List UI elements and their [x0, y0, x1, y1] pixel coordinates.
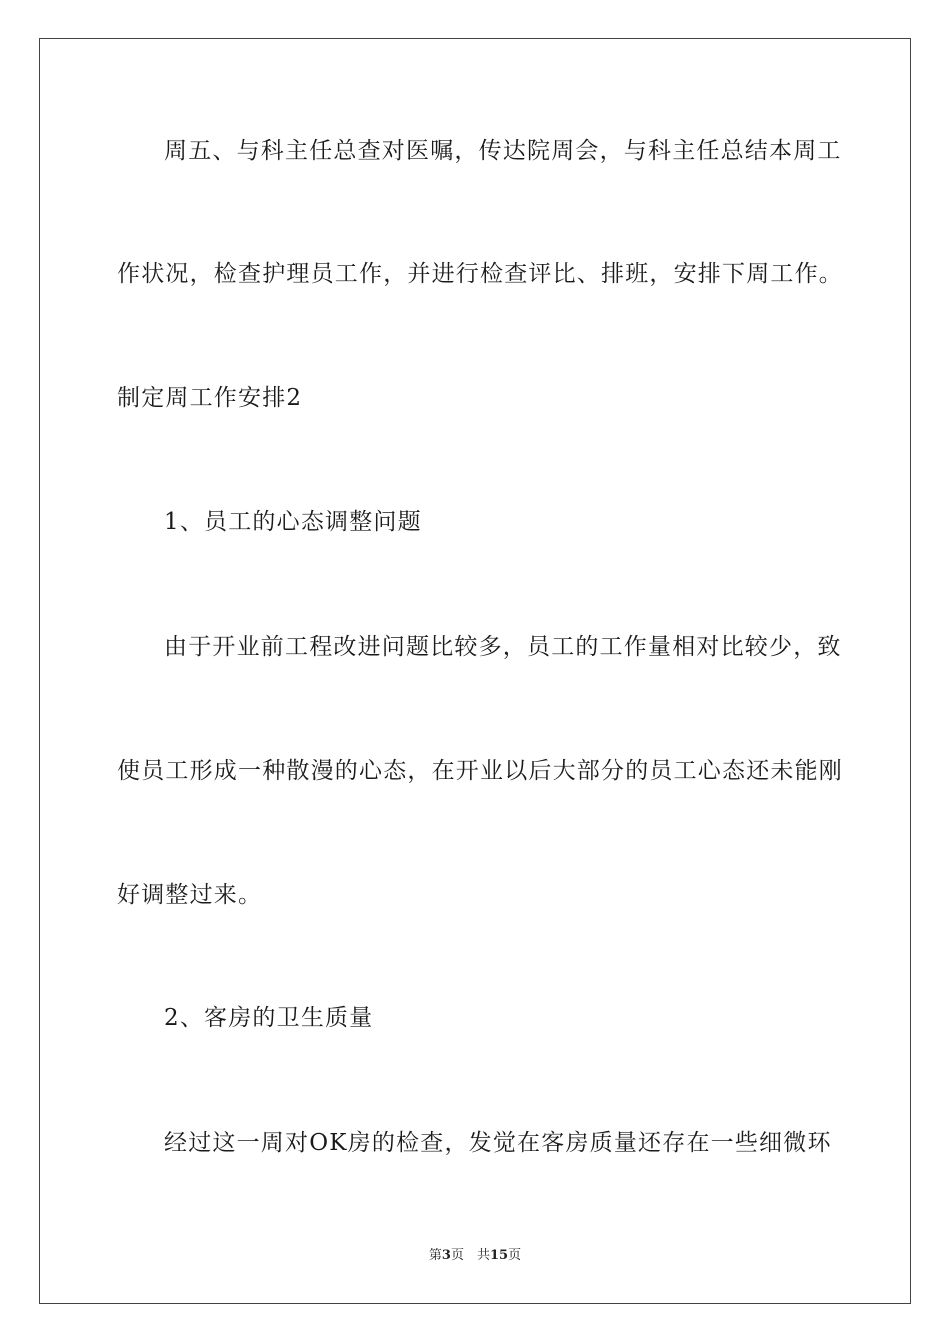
- footer-suffix: 页: [508, 1248, 522, 1263]
- footer-prefix: 第: [428, 1248, 442, 1263]
- item-heading: 1、员工的心态调整问题: [164, 509, 422, 535]
- paragraph-line: 使员工形成一种散漫的心态，在开业以后大部分的员工心态还未能刚: [117, 758, 843, 784]
- total-page-number: 15: [489, 1248, 509, 1263]
- paragraph-line: 好调整过来。: [117, 882, 263, 908]
- page-border: [39, 38, 911, 1304]
- current-page-number: 3: [441, 1248, 451, 1263]
- paragraph-line: 周五、与科主任总查对医嘱，传达院周会，与科主任总结本周工: [164, 138, 842, 164]
- paragraph-line: 经过这一周对OK房的检查，发觉在客房质量还存在一些细微环: [164, 1130, 832, 1156]
- page-footer: [0, 1248, 950, 1264]
- paragraph-line: 作状况，检查护理员工作，并进行检查评比、排班，安排下周工作。: [117, 261, 843, 287]
- section-heading: 制定周工作安排2: [117, 385, 303, 411]
- item-heading: 2、客房的卫生质量: [164, 1005, 374, 1031]
- footer-mid: 页 共: [450, 1248, 490, 1263]
- paragraph-line: 由于开业前工程改进问题比较多，员工的工作量相对比较少，致: [164, 634, 842, 660]
